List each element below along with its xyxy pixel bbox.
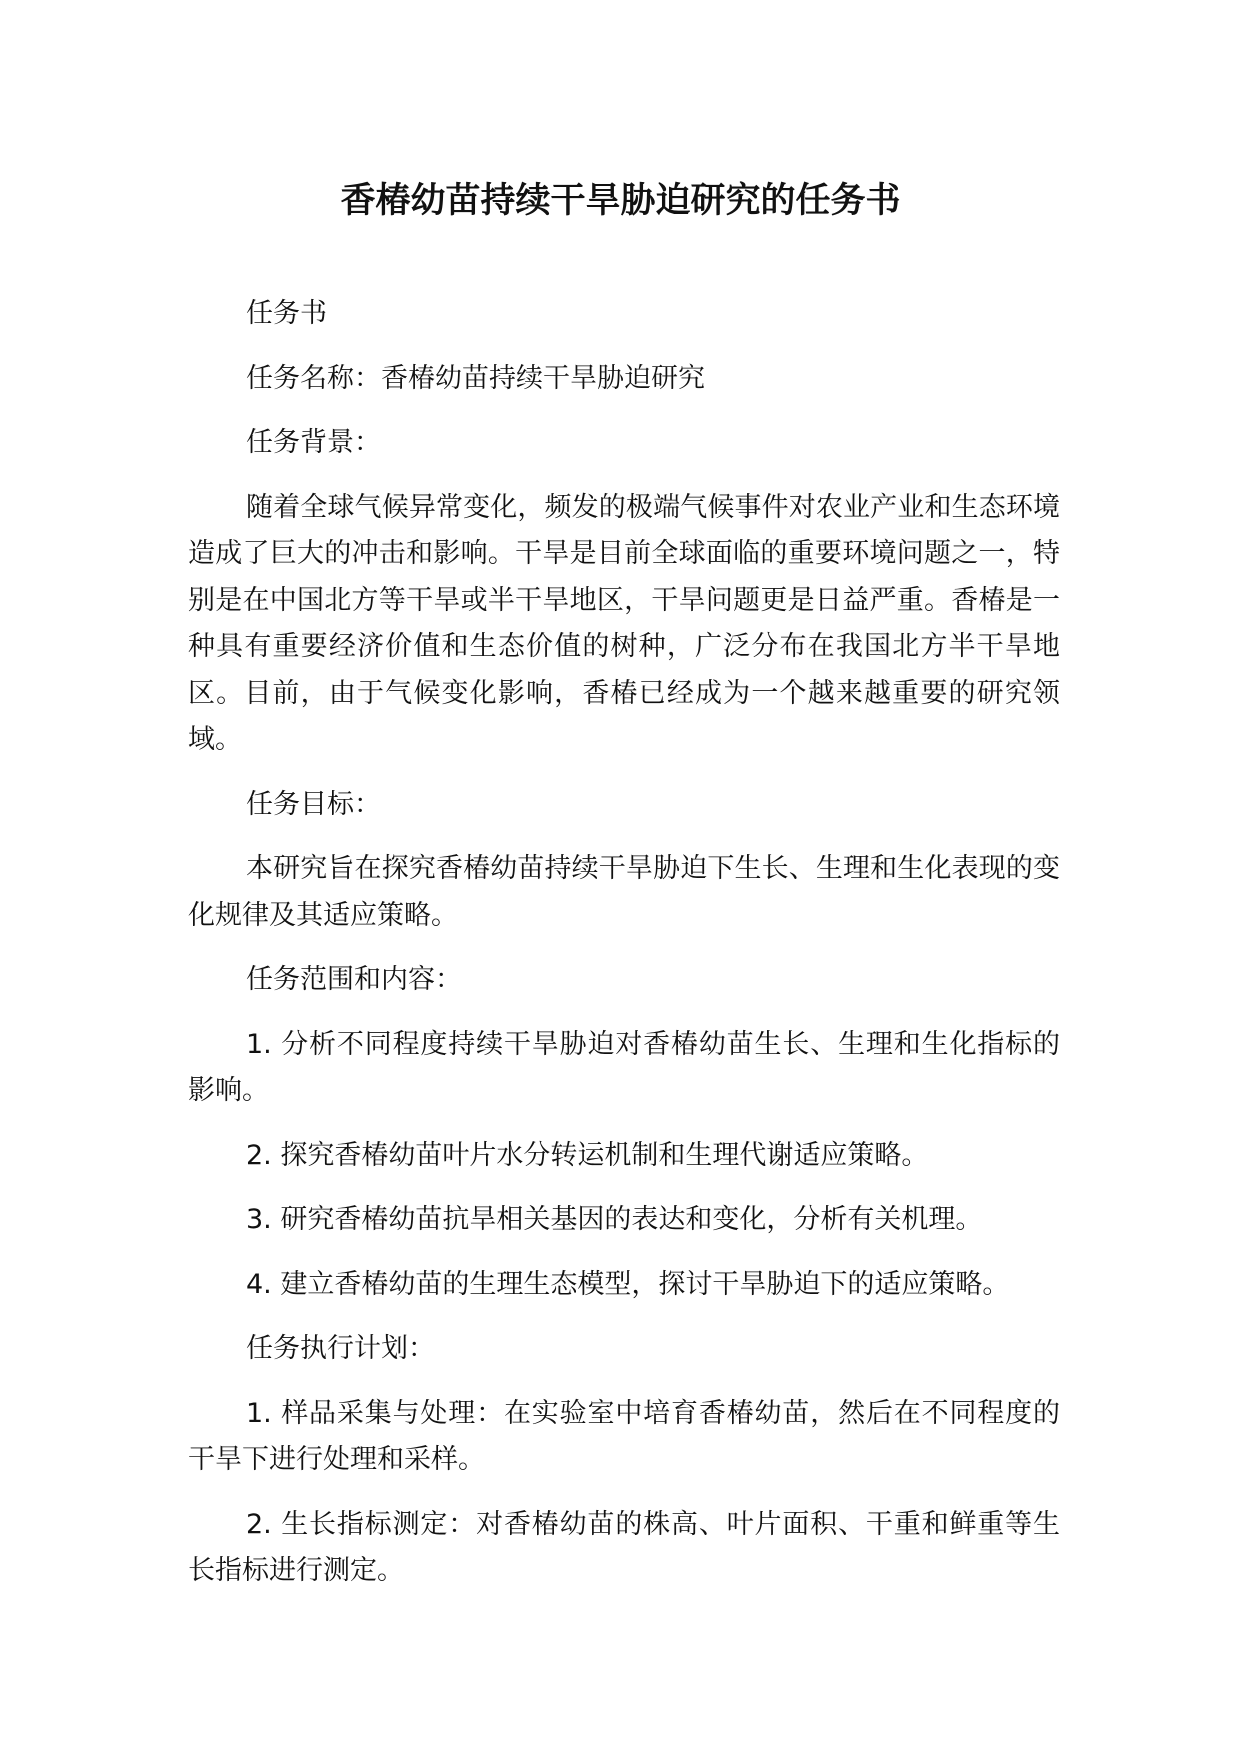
heading-task-book: 任务书 <box>246 298 327 329</box>
background-text: 随着全球气候异常变化，频发的极端气候事件对农业产业和生态环境造成了巨大的冲击和影响。干旱是目前全球面临的重要环境问题之一，特别是在中国北方等干旱或半干旱地区，干旱问题更是日益严重。香椿是一种具有重要经济价值和生态价值的树种，广泛分布在我国北方半干旱地区。目前，由于气候变化影响，香椿已经成为一个越来越重要的研究领域。 <box>188 491 1060 755</box>
plan-item: 1. 样品采集与处理：在实验室中培育香椿幼苗，然后在不同程度的干旱下进行处理和采样。 <box>188 1397 1060 1475</box>
heading-background: 任务背景： <box>246 427 381 458</box>
task-name: 任务名称：香椿幼苗持续干旱胁迫研究 <box>246 362 705 394</box>
heading-scope: 任务范围和内容： <box>246 964 462 995</box>
heading-objective: 任务目标： <box>246 788 381 820</box>
plan-item: 2. 生长指标测定：对香椿幼苗的株高、叶片面积、干重和鲜重等生长指标进行测定。 <box>188 1508 1060 1586</box>
scope-item: 2. 探究香椿幼苗叶片水分转运机制和生理代谢适应策略。 <box>246 1139 929 1171</box>
scope-item: 1. 分析不同程度持续干旱胁迫对香椿幼苗生长、生理和生化指标的影响。 <box>188 1028 1060 1106</box>
scope-item: 4. 建立香椿幼苗的生理生态模型，探讨干旱胁迫下的适应策略。 <box>246 1268 1010 1300</box>
document-body <box>188 291 1060 1613</box>
heading-plan: 任务执行计划： <box>246 1333 435 1364</box>
document-title: 香椿幼苗持续干旱胁迫研究的任务书 <box>340 181 901 221</box>
objective-text: 本研究旨在探究香椿幼苗持续干旱胁迫下生长、生理和生化表现的变化规律及其适应策略。 <box>188 853 1060 931</box>
scope-item: 3. 研究香椿幼苗抗旱相关基因的表达和变化，分析有关机理。 <box>246 1204 983 1235</box>
